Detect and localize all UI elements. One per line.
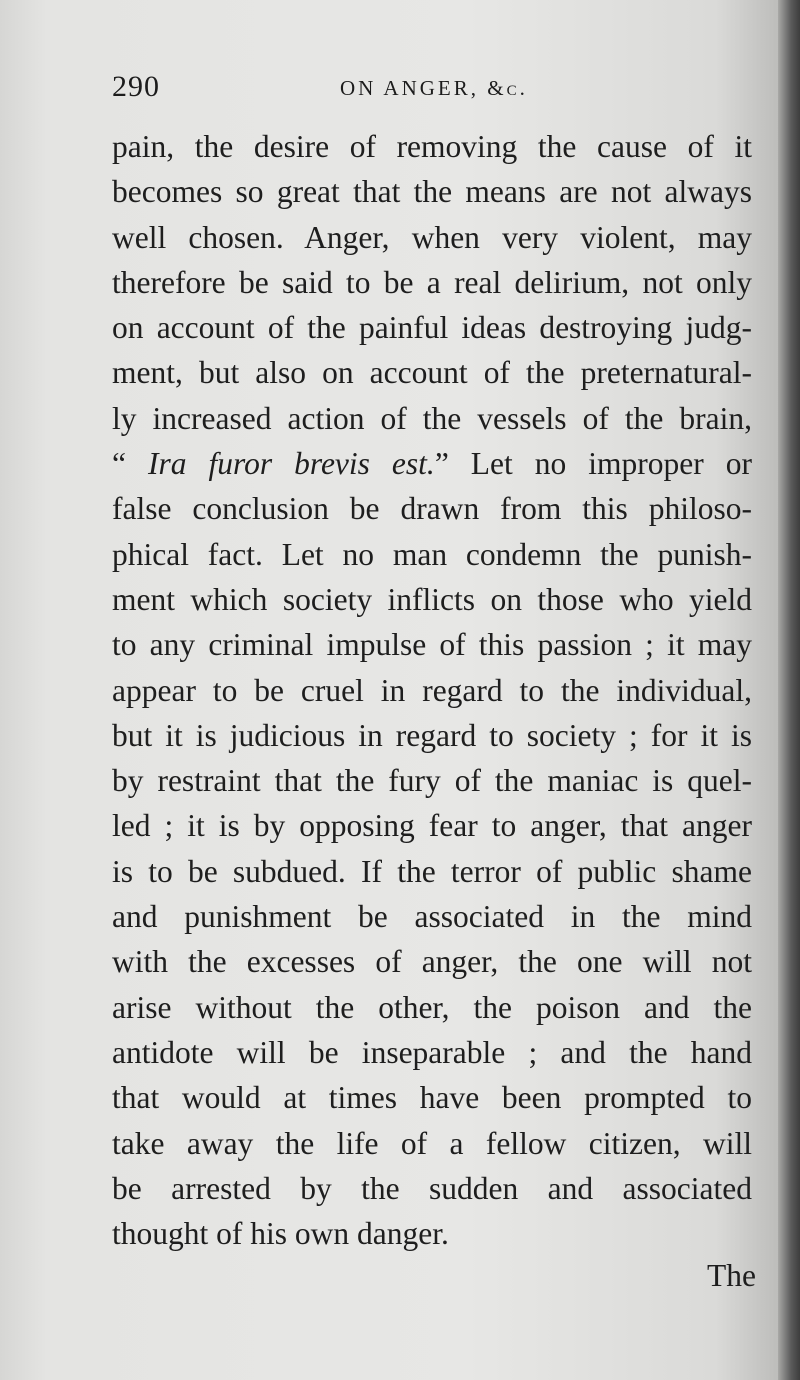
text-line: take away the life of a fellow citizen, will [112,1125,752,1161]
text-line: on account of the painful ideas destroying judg- [112,310,752,346]
text-line: well chosen. Anger, when very violent, may [112,219,752,255]
page-edge-shadow [778,0,800,1380]
latin-quotation: Ira furor brevis est. [148,446,435,482]
text-line: by restraint that the fury of the maniac is quel- [112,763,752,799]
running-title: ON ANGER, &c. [340,76,528,100]
running-head [112,70,752,106]
text-line: led ; it is by opposing fear to anger, that anger [112,808,752,844]
text-line: ment which society inflicts on those who yield [112,581,752,617]
text-line: ment, but also on account of the preternatural- [112,355,752,391]
text-line: pain, the desire of removing the cause of it [112,129,752,164]
text-line: but it is judicious in regard to society ; for it is [112,717,752,753]
text-line: that would at times have been prompted to [112,1080,752,1116]
text-line: and punishment be associated in the mind [112,899,752,935]
text-line: thought of his own danger. [112,1216,449,1252]
text-line: phical fact. Let no man condemn the punish- [112,536,752,572]
text-line-with-latin-quote: “ Ira furor brevis est.” Let no improper or [112,446,752,482]
catchword: The [707,1258,756,1293]
text-line: antidote will be inseparable ; and the hand [112,1034,752,1070]
text-line: appear to be cruel in regard to the individual, [112,672,752,708]
text-line: to any criminal impulse of this passion ; it may [112,627,752,663]
text-line: be arrested by the sudden and associated [112,1170,752,1206]
text-line: becomes so great that the means are not always [112,174,752,210]
text-line: arise without the other, the poison and the [112,989,752,1025]
text-line: is to be subdued. If the terror of public shame [112,853,752,889]
text-line: ly increased action of the vessels of the brain, [112,400,752,436]
text-line: therefore be said to be a real delirium, not only [112,264,752,300]
body-text [112,124,752,1256]
text-line: false conclusion be drawn from this philoso- [112,491,752,527]
page-number: 290 [112,70,160,103]
text-line: with the excesses of anger, the one will not [112,944,752,980]
